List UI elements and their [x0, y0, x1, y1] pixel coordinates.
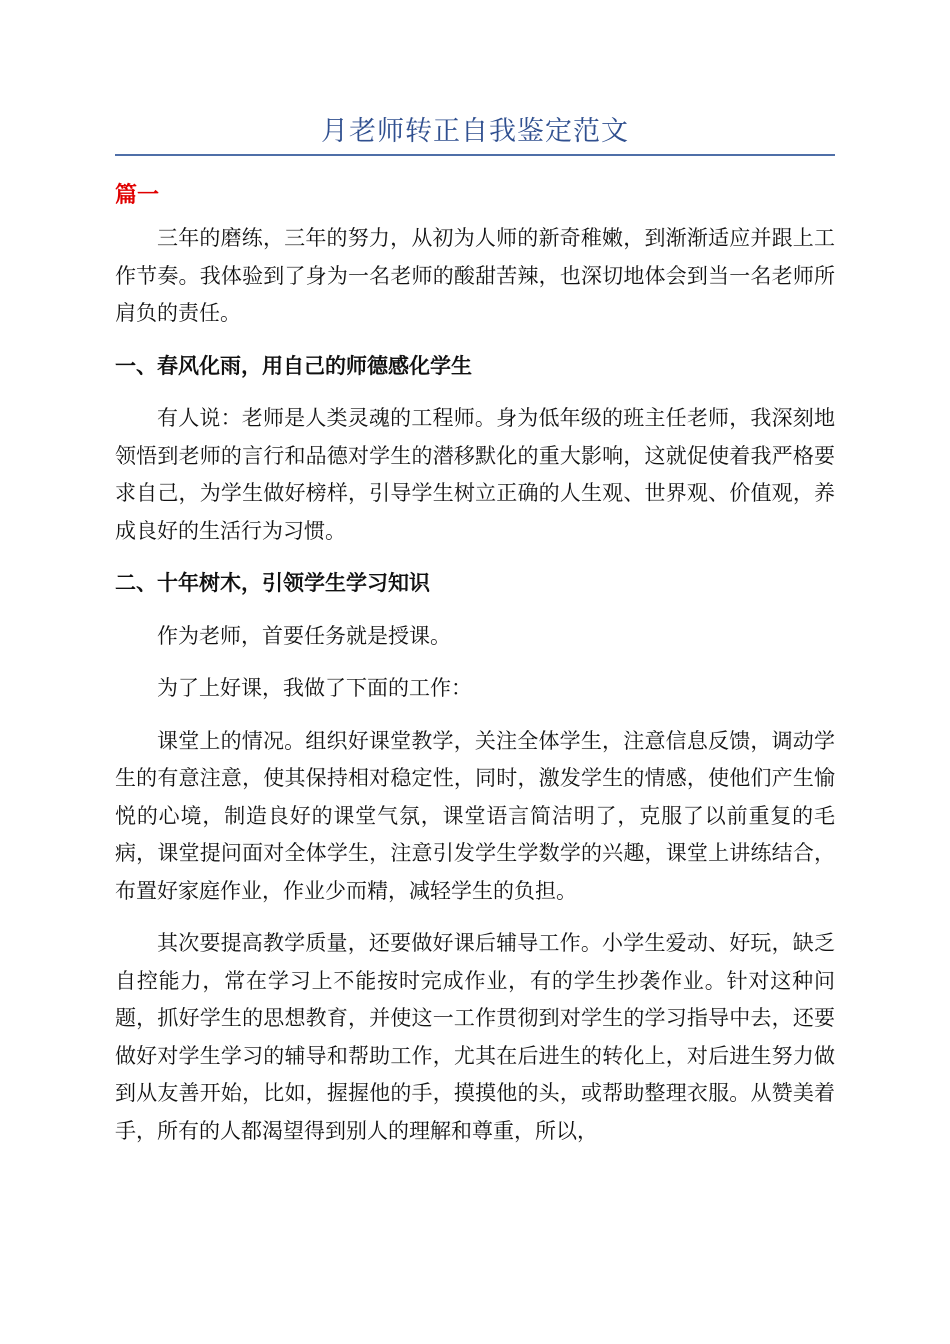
paragraph-classroom: 课堂上的情况。组织好课堂教学，关注全体学生，注意信息反馈，调动学生的有意注意，使其保持相对稳定性，同时，激发学生的情感，使他们产生愉悦的心境，制造良好的课堂气氛，课堂语言简洁明了，克服了以前重复的毛病，课堂提问面对全体学生，注意引发学生学数学的兴趣，课堂上讲练结合，布置好家庭作业，作业少而精，减轻学生的负担。: [115, 728, 835, 903]
title-underline: [115, 154, 835, 156]
paragraph-tutoring: 其次要提高教学质量，还要做好课后辅导工作。小学生爱动、好玩，缺乏自控能力，常在学习上不能按时完成作业，有的学生抄袭作业。针对这种问题，抓好学生的思想教育，并使这一工作贯彻到对学生的学习指导中去，还要做好对学生学习的辅导和帮助工作，尤其在后进生的转化上，对后进生努力做到从友善开始，比如，握握他的手，摸摸他的头，或帮助整理衣服。从赞美着手，所有的人都渴望得到别人的理解和尊重，所以，: [115, 931, 835, 1143]
paragraph-ethics: 有人说：老师是人类灵魂的工程师。身为低年级的班主任老师，我深刻地领悟到老师的言行和品德对学生的潜移默化的重大影响，这就促使着我严格要求自己，为学生做好榜样，引导学生树立正确的人生观、世界观、价值观，养成良好的生活行为习惯。: [115, 406, 835, 543]
paragraph-teaching-task: 作为老师，首要任务就是授课。: [157, 623, 451, 648]
document-body: [115, 220, 835, 1150]
paragraph-intro: 三年的磨练，三年的努力，从初为人师的新奇稚嫩，到渐渐适应并跟上工作节奏。我体验到了身为一名老师的酸甜苦辣，也深切地体会到当一名老师所肩负的责任。: [115, 226, 835, 325]
section-label: 篇一: [115, 183, 160, 208]
document-title: 月老师转正自我鉴定范文: [321, 116, 629, 147]
paragraph-work-intro: 为了上好课，我做了下面的工作：: [157, 676, 472, 700]
heading-two: 二、十年树木，引领学生学习知识: [115, 571, 430, 595]
heading-one: 一、春风化雨，用自己的师德感化学生: [115, 353, 472, 378]
